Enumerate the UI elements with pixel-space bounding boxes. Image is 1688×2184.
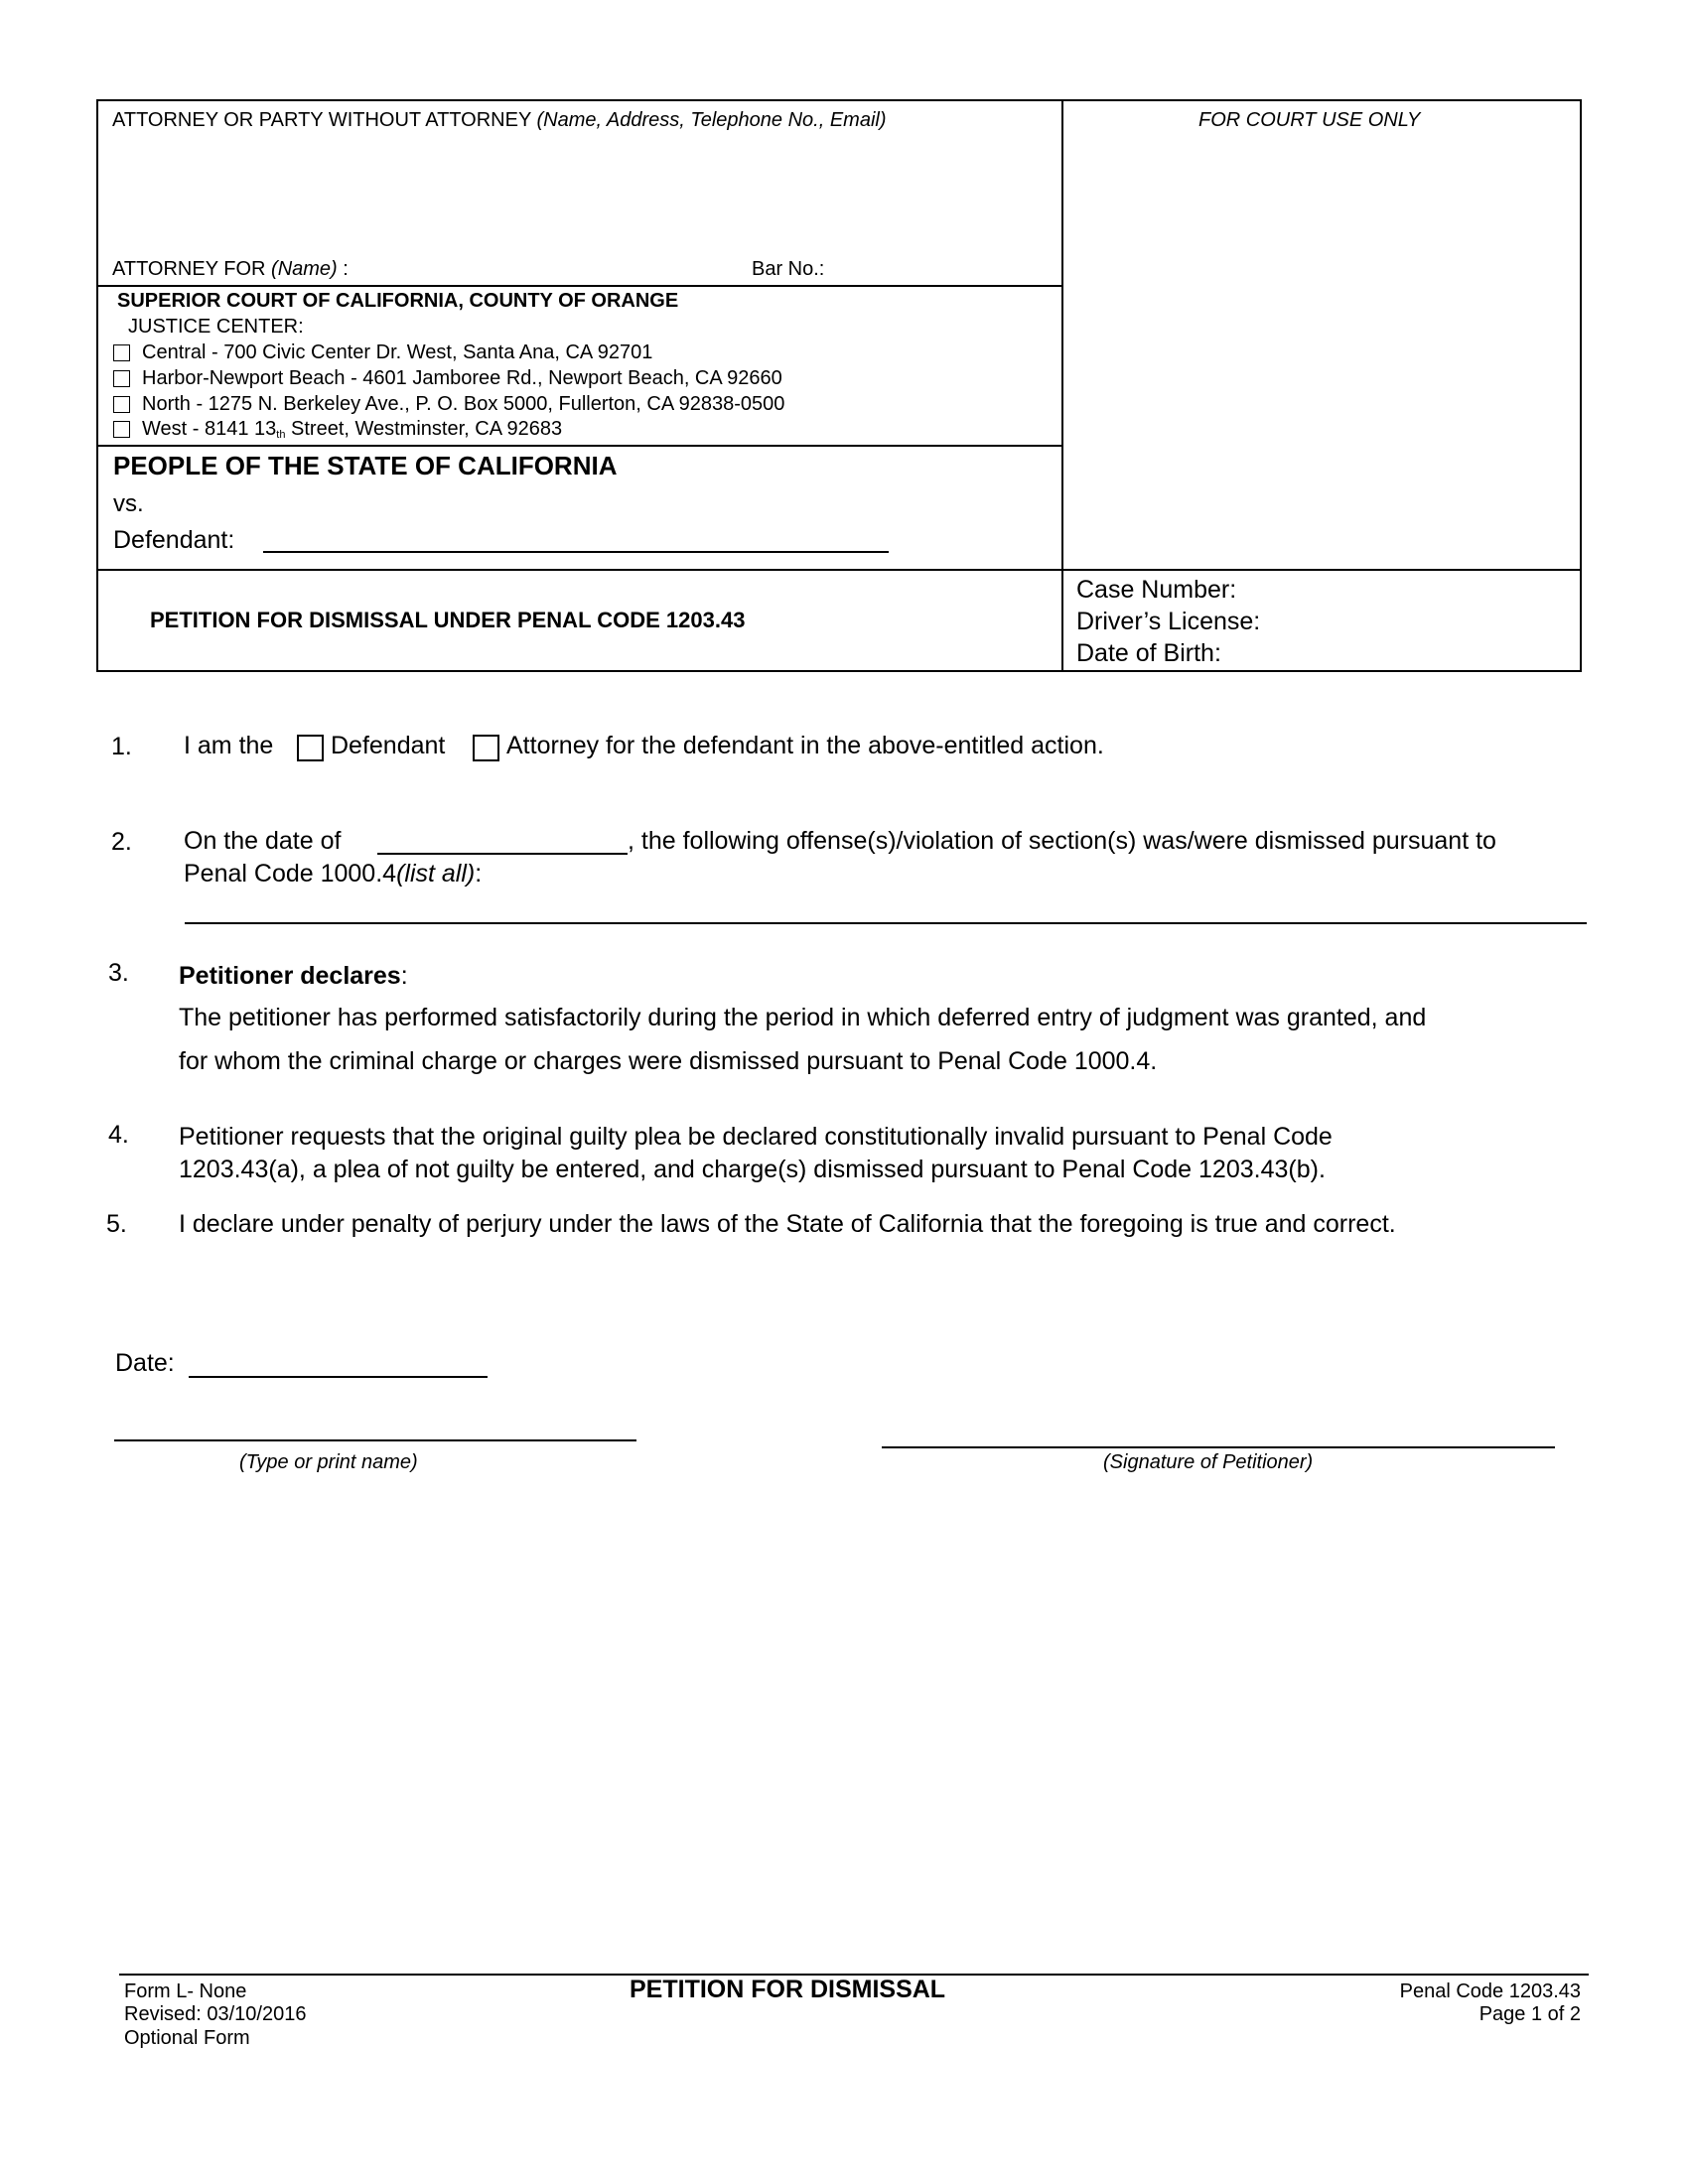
north-checkbox[interactable] bbox=[113, 396, 130, 413]
print-name-caption: (Type or print name) bbox=[239, 1451, 418, 1473]
case-number-label: Case Number: bbox=[1076, 576, 1237, 604]
footer-form-id: Form L- None bbox=[124, 1980, 247, 2002]
vs-label: vs. bbox=[113, 490, 144, 517]
date-of-birth-label: Date of Birth: bbox=[1076, 639, 1221, 667]
central-checkbox[interactable] bbox=[113, 344, 130, 361]
north-center-label: North - 1275 N. Berkeley Ave., P. O. Box 5000, Fullerton, CA 92838-0500 bbox=[142, 393, 785, 415]
harbor-checkbox[interactable] bbox=[113, 370, 130, 387]
item-3-heading: Petitioner declares: bbox=[179, 962, 408, 990]
divider-court bbox=[98, 445, 1061, 447]
attorney-checkbox[interactable] bbox=[473, 735, 499, 761]
defendant-name-line[interactable] bbox=[263, 551, 889, 553]
footer-optional: Optional Form bbox=[124, 2027, 250, 2049]
footer-revised: Revised: 03/10/2016 bbox=[124, 2003, 307, 2025]
footer-page: Page 1 of 2 bbox=[1478, 2003, 1581, 2025]
defendant-label: Defendant: bbox=[113, 526, 235, 554]
court-use-only-label: FOR COURT USE ONLY bbox=[1198, 109, 1421, 131]
date-label: Date: bbox=[115, 1349, 175, 1377]
offenses-list-line[interactable] bbox=[185, 922, 1587, 924]
item-4-number: 4. bbox=[108, 1121, 129, 1149]
justice-center-label: JUSTICE CENTER: bbox=[128, 316, 304, 338]
item-5-number: 5. bbox=[106, 1210, 127, 1238]
date-line[interactable] bbox=[189, 1376, 488, 1378]
item-2-number: 2. bbox=[111, 828, 132, 856]
west-center-label: West - 8141 $13_{th}$ Street, Westminster, CA 92683 bbox=[142, 418, 563, 441]
west-checkbox[interactable] bbox=[113, 421, 130, 438]
item-1-prefix: I am the bbox=[184, 732, 274, 759]
signature-line[interactable] bbox=[882, 1446, 1555, 1448]
harbor-center-label: Harbor-Newport Beach - 4601 Jamboree Rd., Newport Beach, CA 92660 bbox=[142, 367, 782, 389]
caption-vertical-divider bbox=[1061, 101, 1063, 670]
item-2-line2: Penal Code 1000.4(list all): bbox=[184, 860, 483, 887]
item-3-text-line2: for whom the criminal charge or charges were dismissed pursuant to Penal Code 1000.4. bbox=[179, 1047, 1158, 1075]
caption-box bbox=[96, 99, 1582, 672]
defendant-option-label: Defendant bbox=[331, 732, 446, 759]
people-heading: PEOPLE OF THE STATE OF CALIFORNIA bbox=[113, 451, 618, 480]
court-name: SUPERIOR COURT OF CALIFORNIA, COUNTY OF ORANGE bbox=[117, 290, 679, 312]
item-4-text-line2: 1203.43(a), a plea of not guilty be entered, and charge(s) dismissed pursuant to Penal Code 1203.43(b). bbox=[179, 1156, 1326, 1183]
footer-title: PETITION FOR DISMISSAL bbox=[630, 1976, 946, 2003]
bar-no-label: Bar No.: bbox=[752, 258, 825, 280]
drivers-license-label: Driver’s License: bbox=[1076, 608, 1261, 635]
dismissal-date-line[interactable] bbox=[377, 853, 628, 855]
item-5-text: I declare under penalty of perjury under the laws of the State of California that the foregoing is true and correct. bbox=[179, 1210, 1396, 1238]
divider-parties bbox=[98, 569, 1580, 571]
form-title: PETITION FOR DISMISSAL UNDER PENAL CODE 1203.43 bbox=[150, 608, 746, 632]
item-2-suffix: , the following offense(s)/violation of section(s) was/were dismissed pursuant to bbox=[628, 827, 1496, 855]
item-4-text-line1: Petitioner requests that the original guilty plea be declared constitutionally invalid pursuant to Penal Code bbox=[179, 1123, 1333, 1151]
item-3-number: 3. bbox=[108, 959, 129, 987]
signature-caption: (Signature of Petitioner) bbox=[1103, 1451, 1314, 1473]
attorney-section-label: ATTORNEY OR PARTY WITHOUT ATTORNEY (Name, Address, Telephone No., Email) bbox=[112, 109, 887, 131]
item-3-text-line1: The petitioner has performed satisfactorily during the period in which deferred entry of judgment was granted, and bbox=[179, 1004, 1427, 1031]
attorney-for-label: ATTORNEY FOR (Name) : bbox=[112, 258, 349, 280]
divider-attorney bbox=[98, 285, 1061, 287]
footer-code: Penal Code 1203.43 bbox=[1399, 1980, 1581, 2002]
attorney-option-label: Attorney for the defendant in the above-entitled action. bbox=[506, 732, 1104, 759]
item-2-prefix: On the date of bbox=[184, 827, 342, 855]
central-center-label: Central - 700 Civic Center Dr. West, Santa Ana, CA 92701 bbox=[142, 341, 653, 363]
item-1-number: 1. bbox=[111, 733, 132, 760]
print-name-line[interactable] bbox=[114, 1439, 636, 1441]
defendant-checkbox[interactable] bbox=[297, 735, 324, 761]
